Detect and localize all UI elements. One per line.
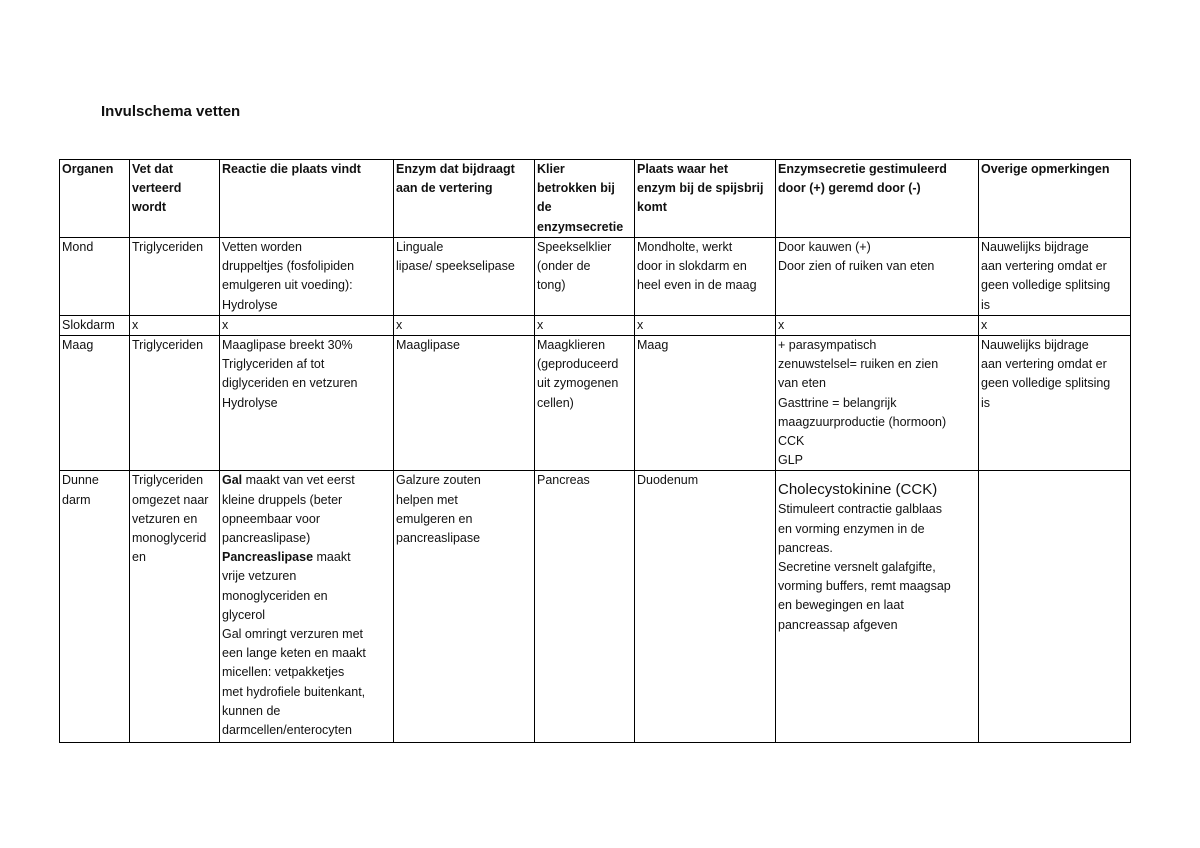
text-line: Pancreas [537, 473, 590, 488]
text-line: Stimuleert contractie galblaas [778, 502, 942, 517]
table-cell [535, 471, 635, 743]
table-row-dunne-darm [60, 471, 1131, 743]
text-line: Overige opmerkingen [981, 162, 1110, 176]
text-line: Triglyceriden [132, 473, 204, 488]
text-line: Triglyceriden [132, 338, 204, 353]
table-cell [220, 471, 394, 743]
text-line: Maag [62, 338, 94, 353]
table-cell [60, 471, 130, 743]
header-cell [130, 160, 220, 238]
table-cell [130, 238, 220, 316]
text-line: cellen) [537, 395, 574, 410]
text-line: door (+) geremd door (-) [778, 181, 921, 196]
table-cell [776, 238, 979, 316]
text-line: pancreas. [778, 540, 833, 555]
text-line: Triglyceriden [132, 240, 204, 254]
text-line: lipase/ speekselipase [396, 259, 515, 274]
text-line: GLP [778, 453, 804, 468]
text-line: enzymsecretie [537, 219, 624, 234]
text-line: Vetten worden [222, 240, 302, 254]
text-line: darm [62, 492, 91, 507]
table-cell [776, 315, 979, 335]
text-line: Vet dat [132, 162, 173, 176]
table-cell [60, 238, 130, 316]
text-line: x [981, 317, 988, 332]
text-line: x [222, 317, 229, 332]
text-line: vorming buffers, remt maagsap [778, 579, 951, 594]
text-line: darmcellen/enterocyten [222, 723, 352, 738]
text-line: helpen met [396, 492, 458, 507]
table-cell [635, 238, 776, 316]
table-cell [776, 336, 979, 471]
text-line: enzym bij de spijsbrij [637, 181, 764, 196]
text-line: Nauwelijks bijdrage [981, 240, 1089, 254]
table-cell [130, 471, 220, 743]
text-line: Maagklieren [537, 338, 606, 353]
text-line: Enzym dat bijdraagt [396, 162, 515, 176]
table-cell [394, 336, 535, 471]
header-cell [635, 160, 776, 238]
table-cell [635, 471, 776, 743]
text-line: druppeltjes (fosfolipiden [222, 259, 355, 274]
table-cell [635, 336, 776, 471]
text-fragment: maakt van vet eerst [242, 473, 355, 488]
header-cell [979, 160, 1131, 238]
table-cell [130, 315, 220, 335]
text-line: Triglyceriden af tot [222, 357, 325, 372]
text-line: Galzure zouten [396, 473, 481, 488]
text-line: is [981, 395, 991, 410]
text-line: zenuwstelsel= ruiken en zien [778, 357, 939, 372]
text-line: pancreaslipase [396, 531, 481, 546]
text-line: (geproduceerd [537, 357, 619, 372]
text-line: Organen [62, 162, 114, 176]
text-line: en bewegingen en laat [778, 598, 904, 613]
text-line: door in slokdarm en [637, 259, 747, 274]
text-line: komt [637, 200, 667, 215]
header-cell [220, 160, 394, 238]
table-cell [535, 315, 635, 335]
text-line: Maag [637, 338, 669, 353]
text-line: monoglyceriden en [222, 588, 328, 603]
text-line: maagzuurproductie (hormoon) [778, 414, 947, 429]
text-line: Dunne [62, 473, 99, 488]
text-line [222, 548, 392, 567]
table-cell [60, 336, 130, 471]
table-cell [979, 238, 1131, 316]
fat-digestion-table [59, 159, 1131, 743]
text-line: opneembaar voor [222, 511, 320, 526]
table-cell [979, 471, 1131, 743]
table-cell [535, 238, 635, 316]
text-line: betrokken bij [537, 181, 615, 196]
table-cell [979, 315, 1131, 335]
text-line: een lange keten en maakt [222, 646, 366, 661]
text-fragment: maakt [313, 550, 351, 565]
text-line: Gal omringt verzuren met [222, 627, 364, 642]
text-line: Maaglipase [396, 338, 460, 353]
text-line: Enzymsecretie gestimuleerd [778, 162, 947, 176]
text-line: glycerol [222, 607, 266, 622]
text-line: vetzuren en [132, 511, 198, 526]
text-line: micellen: vetpakketjes [222, 665, 345, 680]
text-line: x [537, 317, 544, 332]
text-line: geen volledige splitsing [981, 376, 1111, 391]
header-cell [394, 160, 535, 238]
text-line: Linguale [396, 240, 444, 254]
text-line: Duodenum [637, 473, 699, 488]
text-line: met hydrofiele buitenkant, [222, 684, 366, 699]
text-line: tong) [537, 278, 566, 293]
text-line: x [132, 317, 139, 332]
bold-term: Pancreaslipase [222, 550, 314, 565]
text-line: heel even in de maag [637, 278, 757, 293]
text-line: Gasttrine = belangrijk [778, 395, 897, 410]
table-cell [60, 315, 130, 335]
text-line: en [132, 550, 146, 565]
cell-body [778, 500, 977, 634]
text-line: + parasympatisch [778, 338, 877, 353]
text-line: x [778, 317, 785, 332]
text-line: Mond [62, 240, 94, 254]
text-line: Mondholte, werkt [637, 240, 733, 254]
text-line: Plaats waar het [637, 162, 729, 176]
table-cell [394, 315, 535, 335]
table-cell [130, 336, 220, 471]
text-line: aan vertering omdat er [981, 259, 1107, 274]
table-cell [220, 336, 394, 471]
text-line: diglyceriden en vetzuren [222, 376, 358, 391]
text-line: x [637, 317, 644, 332]
text-line: monoglycerid [132, 531, 207, 546]
table-row-maag [60, 336, 1131, 471]
text-line: emulgeren en [396, 511, 473, 526]
text-line: emulgeren uit voeding): [222, 278, 353, 293]
table-cell [220, 238, 394, 316]
text-line: CCK [778, 434, 805, 449]
text-line: Hydrolyse [222, 395, 278, 410]
text-line: x [396, 317, 403, 332]
text-line: vrije vetzuren [222, 569, 297, 584]
text-line: Reactie die plaats vindt [222, 162, 361, 176]
text-line: Nauwelijks bijdrage [981, 338, 1089, 353]
text-line: pancreassap afgeven [778, 617, 898, 632]
header-cell [535, 160, 635, 238]
text-line: is [981, 297, 991, 312]
page-title: Invulschema vetten [101, 103, 241, 120]
text-line: Door kauwen (+) [778, 240, 871, 254]
text-line: Door zien of ruiken van eten [778, 259, 935, 274]
text-line: van eten [778, 376, 826, 391]
header-cell [60, 160, 130, 238]
text-line: aan de vertering [396, 181, 493, 196]
text-line: kunnen de [222, 703, 281, 718]
text-line: kleine druppels (beter [222, 492, 343, 507]
table-cell [635, 315, 776, 335]
cell-heading: Cholecystokinine (CCK) [778, 481, 938, 499]
text-line [222, 471, 392, 490]
text-line: (onder de [537, 259, 591, 274]
table-row-slokdarm [60, 315, 1131, 335]
text-line: omgezet naar [132, 492, 209, 507]
text-line: pancreaslipase) [222, 531, 311, 546]
text-line: verteerd [132, 181, 182, 196]
table-row-mond [60, 238, 1131, 316]
text-line: Klier [537, 162, 565, 176]
table-cell [535, 336, 635, 471]
table-cell [394, 238, 535, 316]
text-line: en vorming enzymen in de [778, 521, 925, 536]
bold-term: Gal [222, 473, 243, 488]
text-line: wordt [132, 200, 167, 215]
text-line: Hydrolyse [222, 297, 278, 312]
text-line: Maaglipase breekt 30% [222, 338, 353, 353]
text-line: geen volledige splitsing [981, 278, 1111, 293]
text-line: de [537, 200, 552, 215]
header-cell [776, 160, 979, 238]
table-header-row [60, 160, 1131, 238]
text-line: Speekselklier [537, 240, 612, 254]
text-line: uit zymogenen [537, 376, 619, 391]
table-cell [979, 336, 1131, 471]
text-line: Slokdarm [62, 317, 115, 332]
table-cell [220, 315, 394, 335]
text-line: Secretine versnelt galafgifte, [778, 560, 936, 575]
table-cell [394, 471, 535, 743]
text-line: aan vertering omdat er [981, 357, 1107, 372]
table-cell [776, 471, 979, 743]
